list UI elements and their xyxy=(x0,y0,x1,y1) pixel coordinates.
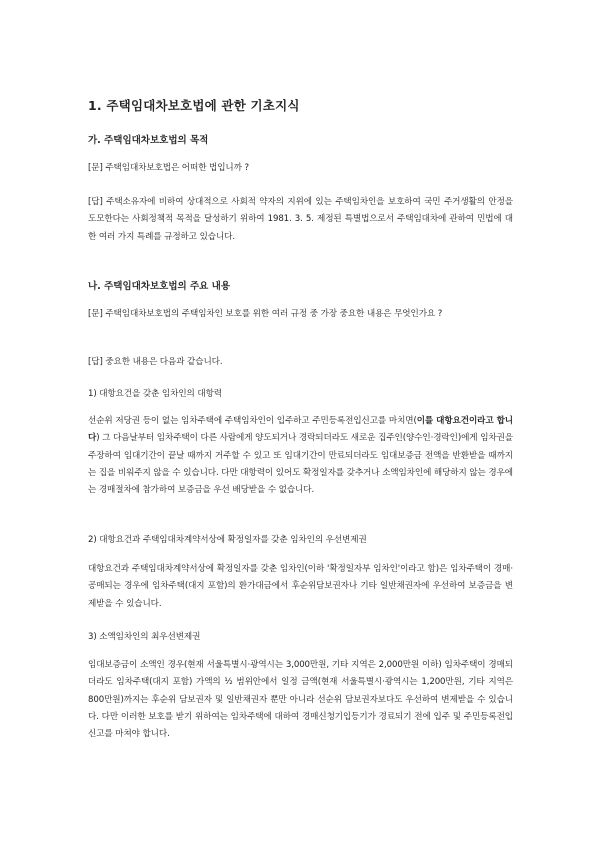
item-1-text-bold: 이를 대항요건이라고 합니다 xyxy=(88,416,513,444)
item-2-title: 2) 대항요건과 주택임대차계약서상에 확정일자를 갖춘 임차인의 우선변제권 xyxy=(88,535,367,545)
item-1-text-pre: 선순위 저당권 등이 없는 임차주택에 주택임차인이 입주하고 주민등록전입신고를 마치면( xyxy=(88,416,417,426)
section-a-heading: 가. 주택임대차보호법의 목적 xyxy=(88,135,209,146)
document-title: 1. 주택임대차보호법에 관한 기초지식 xyxy=(88,98,300,113)
item-1-text-post: ) 그 다음날부터 임차주택이 다른 사람에게 양도되거나 경락되더라도 새로운 집주인(양수인·경락인)에게 임차권을 주장하여 임대기간이 끝날 때까지 거주할 수 있고 또 임대기간이 만료되더라도 임대보증금 전액을 반환받을 때까지는 집을 비워주지 않을 수 있습니다. 다만 대항력이 있어도 확정일자를 갖추거나 소액임차인에 해당하지 않는 경우에는 경매절차에 참가하여 보증금을 우선 배당받을 수 없습니다. xyxy=(88,433,513,496)
section-b-heading: 나. 주택임대차보호법의 주요 내용 xyxy=(88,281,231,292)
item-2-text: 대항요건과 주택임대차계약서상에 확정일자를 갖춘 임차인(이하 '확정일자부 임차인'이라고 함)은 임차주택이 경매·공매되는 경우에 임차주택(대지 포함)의 환가대금에서 후순위담보권자나 기타 일반채권자에 우선하여 보증금을 변제받을 수 있습니다. xyxy=(88,564,513,609)
section-b-question: [문] 주택임대차보호법의 주택임차인 보호를 위한 여러 규정 중 가장 중요한 내용은 무엇인가요 ? xyxy=(88,309,443,319)
item-1-title: 1) 대항요건을 갖춘 임차인의 대항력 xyxy=(88,389,222,399)
section-a-answer: [답] 주택소유자에 비하여 상대적으로 사회적 약자의 지위에 있는 주택임차인을 보호하여 국민 주거생활의 안정을 도모한다는 사회정책적 목적을 달성하기 위하여 1981. 3. 5. 제정된 특별법으로서 주택임대차에 관하여 민법에 대한 여러 가지 특례를 규정하고 있습니다. xyxy=(88,197,513,242)
section-b-answer: [답] 중요한 내용은 다음과 같습니다. xyxy=(88,357,223,367)
item-1-text xyxy=(88,413,513,499)
item-3-text: 임대보증금이 소액인 경우(현재 서울특별시·광역시는 3,000만원, 기타 지역은 2,000만원 이하) 임차주택이 경매되더라도 임차주택(대지 포함) 가액의 ½ 범위안에서 일정 금액(현재 서울특별시·광역시는 1,200만원, 기타 지역은 800만원)까지는 후순위 담보권자 및 일반채권자 뿐만 아니라 선순위 담보권자보다도 우선하여 변제받을 수 있습니다. 다만 이러한 보호를 받기 위하여는 임차주택에 대하여 경매신청기입등기가 경료되기 전에 입주 및 주민등록전입신고를 마쳐야 합니다. xyxy=(88,660,513,740)
item-3-title: 3) 소액임차인의 최우선변제권 xyxy=(88,632,201,642)
section-a-question: [문] 주택임대차보호법은 어떠한 법입니까 ? xyxy=(88,163,249,173)
